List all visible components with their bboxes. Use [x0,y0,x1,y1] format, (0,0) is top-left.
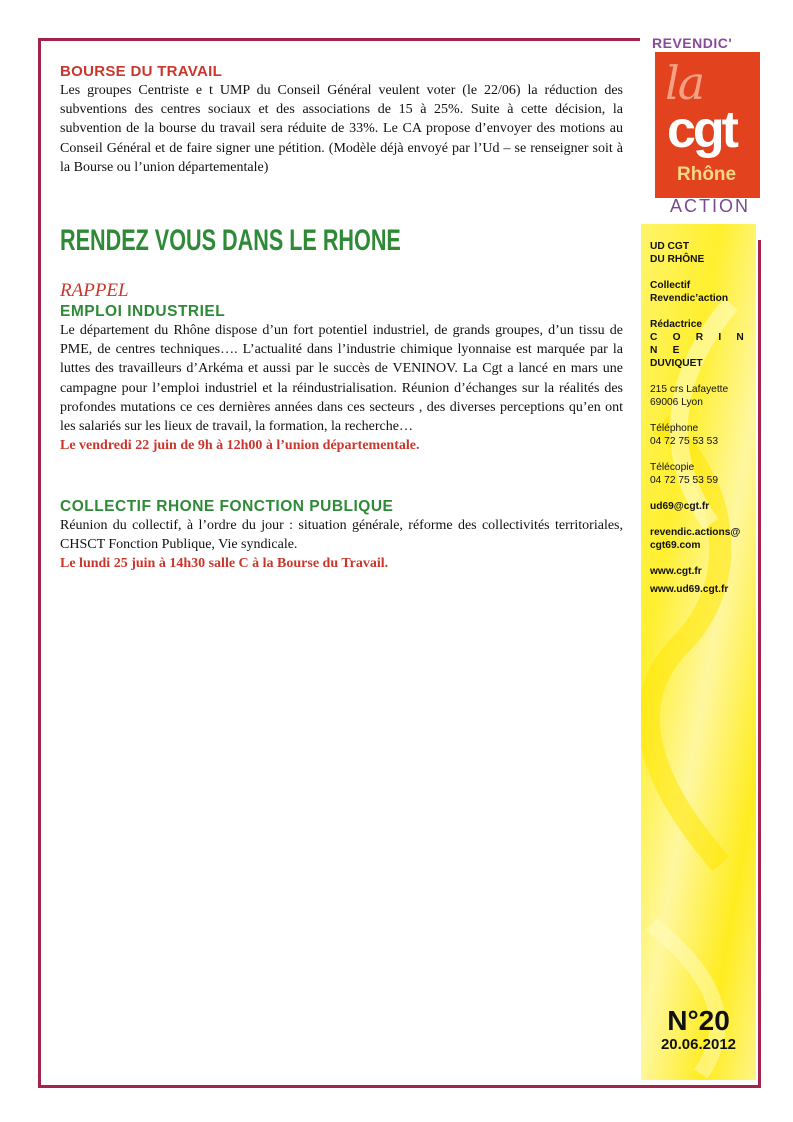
logo-cgt-text: cgt [667,101,736,159]
section-body-emploi: Le département du Rhône dispose d’un fort potentiel industriel, de grands groupes, d’un tissu de PME, de centres techniques…. L’actualité dans l’industrie chimique lyonnaise est marquée par la luttes des travailleurs d’Arkéma et aussi par le succès de VENINOV. La Cgt a lancé en mars une campagne pour l’emploi industriel et la réindustrialisation. Réunion d’échanges sur la réalités des profondes mutations ce ces dernières années dans ces secteurs , des diverses perceptions qu’en ont les salariés sur les lieux de travail, la formation, la recherche… [60,323,623,435]
phone-number: 04 72 75 53 53 [650,436,718,447]
frame-right-line [758,240,761,1088]
frame-top-line [38,38,640,41]
main-title: RENDEZ VOUS DANS LE RHONE [60,224,401,257]
issue-number: N°20 [667,1005,730,1036]
website-link-cgt[interactable]: www.cgt.fr [650,566,702,577]
org-line-1: UD CGT [650,241,690,252]
section-emploi-industriel [60,280,623,455]
phone-label: Téléphone [650,423,699,434]
frame-bottom-line [38,1085,761,1088]
redactrice-first-name: C O R I N N E [650,332,750,356]
sidebar-contact-info [650,240,752,596]
fax-label: Télécopie [650,462,695,473]
collectif-line-1: Collectif [650,280,691,291]
logo-red-box [655,52,760,198]
rappel-kicker: RAPPEL [60,280,129,301]
logo-rhone-text: Rhône [677,164,737,185]
section-fonction-publique [60,497,623,574]
logo-revendic-text: REVENDIC' [652,36,733,50]
cgt-rhone-logo [652,36,760,216]
section-title-emploi: EMPLOI INDUSTRIEL [60,303,226,320]
address-line-2: 69006 Lyon [650,397,703,408]
email-link-ud69[interactable]: ud69@cgt.fr [650,501,710,512]
section-body-fonction-publique: Réunion du collectif, à l’ordre du jour : situation générale, réforme des collectivités territoriales, CHSCT Fonction Publique, Vie syndicale. [60,518,623,553]
fax-number: 04 72 75 53 59 [650,475,718,486]
section-title-fonction-publique: COLLECTIF RHONE FONCTION PUBLIQUE [60,498,394,515]
issue-block [641,1006,756,1053]
redactrice-last-name: DUVIQUET [650,358,703,369]
logo-action-text: ACTION [669,196,750,216]
org-line-2: DU RHÔNE [650,254,705,265]
frame-left-line [38,38,41,1088]
collectif-line-2: Revendic’action [650,293,729,304]
section-date-emploi: Le vendredi 22 juin de 9h à 12h00 à l’union départementale. [60,438,420,454]
website-link-ud69[interactable]: www.ud69.cgt.fr [650,584,729,595]
email-link-revendic-line-2[interactable]: cgt69.com [650,540,701,551]
logo-la-text: la [665,56,704,110]
address-line-1: 215 crs Lafayette [650,384,729,395]
issue-date: 20.06.2012 [660,1036,737,1053]
redactrice-label: Rédactrice [650,319,703,330]
section-title-bourse: BOURSE DU TRAVAIL [60,63,223,80]
email-link-revendic-line-1[interactable]: revendic.actions@ [650,527,741,538]
section-date-fonction-publique: Le lundi 25 juin à 14h30 salle C à la Bourse du Travail. [60,556,389,572]
section-bourse-du-travail [60,62,623,177]
section-body-bourse: Les groupes Centriste e t UMP du Conseil Général veulent voter (le 22/06) la réduction des subventions des centres sociaux et des associations de 15 à 25%. Suite à cette décision, la subvention de la bourse du travail sera réduite de 33%. Le CA propose d’envoyer des motions au Conseil Général et de faire signer une pétition. (Modèle déjà envoyé par l’Ud – se renseigner soit à la Bourse ou l’union départementale) [60,83,623,175]
